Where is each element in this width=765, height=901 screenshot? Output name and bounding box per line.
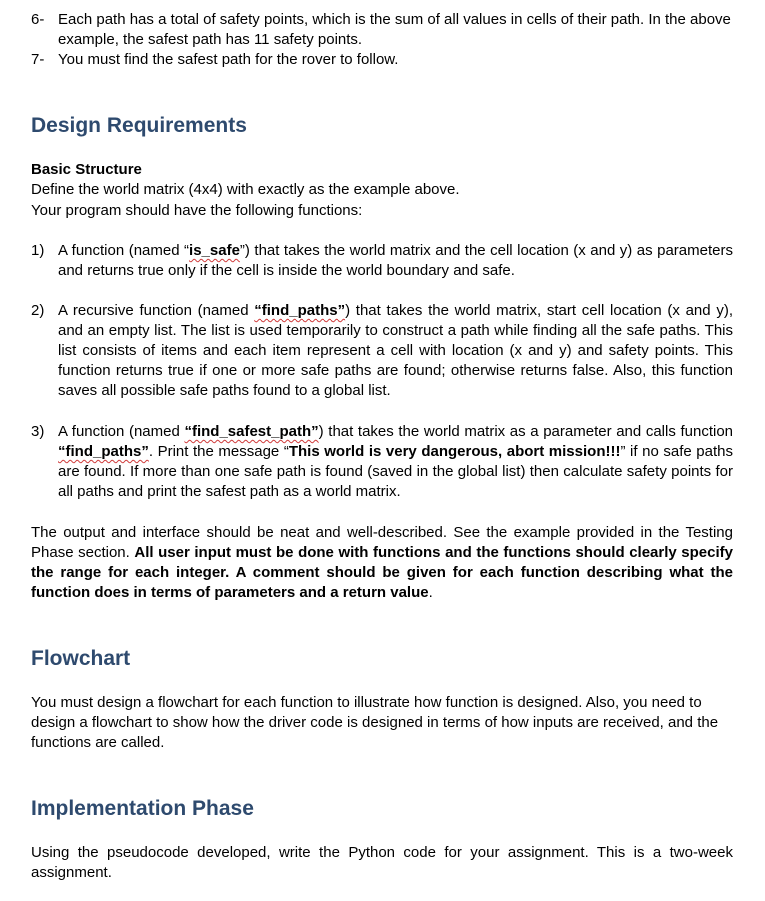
intro-line-1: Define the world matrix (4x4) with exactly as the example above. [31, 181, 460, 198]
list-number: 3) [31, 423, 45, 440]
flowchart-paragraph: You must design a flowchart for each function to illustrate how function is designed. Also, you need to design a flowchart to show how the driver code is designed in terms of how inputs are received, and the functions are called. [31, 694, 719, 751]
function-name-find-paths: “find_paths” [58, 443, 149, 460]
function-name-find-paths: “find_paths” [254, 302, 346, 319]
list-number: 1) [31, 242, 45, 259]
list-number: 6- [31, 11, 45, 28]
function-description [58, 301, 733, 401]
abort-message: This world is very dangerous, abort mission!!! [288, 443, 621, 460]
implementation-heading: Implementation Phase [31, 797, 254, 820]
bold-requirement: All user input must be done with functions and the functions should clearly specify the range for each integer. A comment should be given for each function describing what the function does in terms of parameters and a return value [31, 544, 733, 601]
text-segment: . [428, 584, 433, 601]
text-segment: The output and interface should be neat and well-described. See the example provided in the Testing Phase section. [31, 524, 733, 561]
list-item-text: You must find the safest path for the rover to follow. [58, 51, 399, 68]
text-segment: A function (named [58, 423, 185, 440]
list-item-6 [31, 10, 733, 50]
list-item-text: Each path has a total of safety points, which is the sum of all values in cells of their path. In the above example, the safest path has 11 safety points. [58, 11, 731, 48]
function-item-find-safest-path [31, 422, 733, 502]
flowchart-heading: Flowchart [31, 647, 131, 670]
list-number: 7- [31, 51, 45, 68]
function-item-find-paths [31, 301, 733, 401]
implementation-paragraph: Using the pseudocode developed, write the Python code for your assignment. This is a two-week assignment. [31, 844, 733, 881]
list-item-7 [31, 50, 733, 70]
function-name-is-safe: is_safe [189, 242, 240, 259]
basic-structure-subheading: Basic Structure [31, 161, 142, 178]
function-item-is-safe [31, 241, 733, 281]
text-segment: ”) that takes the world matrix and the cell location (x and y) as parameters and returns true only if the cell is inside the world boundary and safe. [58, 242, 733, 279]
function-description [58, 241, 733, 281]
text-segment: ) that takes the world matrix as a parameter and calls function [318, 423, 734, 440]
text-segment: . Print the message “ [148, 443, 289, 460]
function-name-find-safest-path: “find_safest_path” [184, 423, 319, 440]
text-segment: A function (named “ [58, 242, 190, 259]
function-description [58, 422, 733, 502]
text-segment: ) that takes the world matrix, start cell location (x and y), and an empty list. The list is used temporarily to construct a path while finding all the safe paths. This list consists of items and each item represent a cell with location (x and y) and safety points. This function returns true if one or more safe paths are found; otherwise returns false. Also, this function saves all possible safe paths found to a global list. [58, 302, 733, 399]
list-number: 2) [31, 302, 45, 319]
text-segment: A recursive function (named [58, 302, 255, 319]
design-requirements-heading: Design Requirements [31, 114, 247, 137]
intro-line-2: Your program should have the following functions: [31, 202, 363, 219]
output-paragraph [31, 523, 733, 603]
text-segment: ” if no safe paths are found. If more than one safe path is found (saved in the global list) then calculate safety points for all paths and print the safest path as a world matrix. [58, 443, 733, 500]
